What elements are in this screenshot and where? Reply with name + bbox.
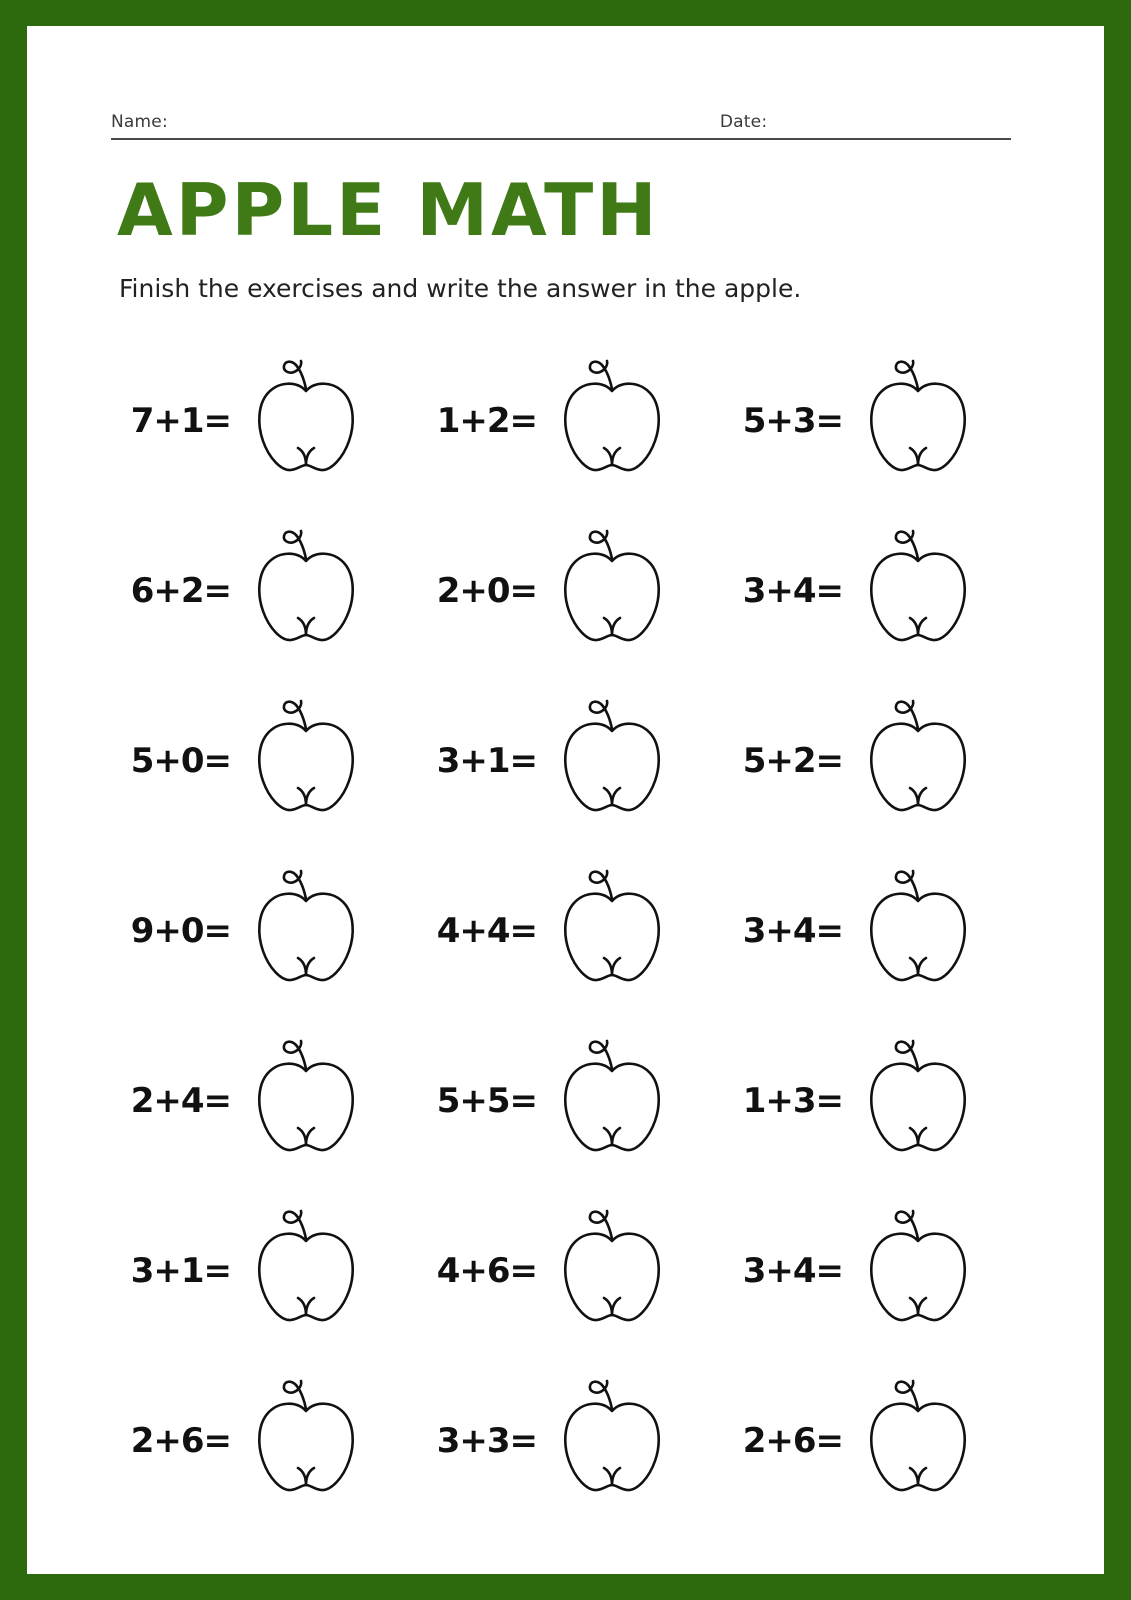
problem-cell xyxy=(723,506,1029,676)
apple-answer-box[interactable] xyxy=(547,521,677,661)
equation-text: 3+1= xyxy=(130,1251,231,1291)
problem-cell xyxy=(417,846,723,1016)
apple-answer-box[interactable] xyxy=(853,521,983,661)
page-title: APPLE MATH xyxy=(117,168,660,252)
equation-text: 3+4= xyxy=(742,911,843,951)
apple-answer-box[interactable] xyxy=(853,861,983,1001)
equation-text: 3+4= xyxy=(742,571,843,611)
equation-text: 4+4= xyxy=(436,911,537,951)
problem-cell xyxy=(111,676,417,846)
problem-cell xyxy=(417,676,723,846)
problem-cell xyxy=(723,1186,1029,1356)
apple-answer-box[interactable] xyxy=(241,521,371,661)
apple-answer-box[interactable] xyxy=(853,1031,983,1171)
problem-cell xyxy=(417,1356,723,1526)
equation-text: 1+3= xyxy=(742,1081,843,1121)
apple-answer-box[interactable] xyxy=(853,1371,983,1511)
problem-cell xyxy=(111,1016,417,1186)
equation-text: 2+6= xyxy=(130,1421,231,1461)
apple-answer-box[interactable] xyxy=(547,691,677,831)
equation-text: 5+5= xyxy=(436,1081,537,1121)
equation-text: 2+0= xyxy=(436,571,537,611)
worksheet-page xyxy=(27,26,1104,1574)
problem-cell xyxy=(723,676,1029,846)
problem-grid xyxy=(111,336,1031,1526)
equation-text: 5+3= xyxy=(742,401,843,441)
apple-answer-box[interactable] xyxy=(547,351,677,491)
problem-cell xyxy=(111,506,417,676)
apple-answer-box[interactable] xyxy=(241,861,371,1001)
equation-text: 3+4= xyxy=(742,1251,843,1291)
apple-answer-box[interactable] xyxy=(547,1031,677,1171)
problem-cell xyxy=(111,336,417,506)
problem-cell xyxy=(417,336,723,506)
apple-answer-box[interactable] xyxy=(241,351,371,491)
problem-cell xyxy=(111,846,417,1016)
equation-text: 3+1= xyxy=(436,741,537,781)
equation-text: 4+6= xyxy=(436,1251,537,1291)
problem-cell xyxy=(417,1186,723,1356)
date-field-label: Date: xyxy=(719,112,768,132)
apple-answer-box[interactable] xyxy=(241,691,371,831)
apple-answer-box[interactable] xyxy=(853,691,983,831)
problem-cell xyxy=(723,1356,1029,1526)
equation-text: 7+1= xyxy=(130,401,231,441)
equation-text: 1+2= xyxy=(436,401,537,441)
apple-answer-box[interactable] xyxy=(241,1201,371,1341)
problem-cell xyxy=(417,506,723,676)
equation-text: 5+0= xyxy=(130,741,231,781)
apple-answer-box[interactable] xyxy=(547,1371,677,1511)
apple-answer-box[interactable] xyxy=(547,1201,677,1341)
equation-text: 2+6= xyxy=(742,1421,843,1461)
apple-answer-box[interactable] xyxy=(853,351,983,491)
problem-cell xyxy=(111,1186,417,1356)
page-subtitle: Finish the exercises and write the answer in the apple. xyxy=(119,274,802,303)
equation-text: 5+2= xyxy=(742,741,843,781)
equation-text: 2+4= xyxy=(130,1081,231,1121)
equation-text: 3+3= xyxy=(436,1421,537,1461)
apple-answer-box[interactable] xyxy=(547,861,677,1001)
problem-cell xyxy=(417,1016,723,1186)
problem-cell xyxy=(723,846,1029,1016)
apple-answer-box[interactable] xyxy=(853,1201,983,1341)
problem-cell xyxy=(723,336,1029,506)
problem-cell xyxy=(111,1356,417,1526)
equation-text: 6+2= xyxy=(130,571,231,611)
equation-text: 9+0= xyxy=(130,911,231,951)
header-fields xyxy=(111,98,1011,140)
problem-cell xyxy=(723,1016,1029,1186)
name-field-label: Name: xyxy=(111,112,168,132)
apple-answer-box[interactable] xyxy=(241,1371,371,1511)
apple-answer-box[interactable] xyxy=(241,1031,371,1171)
